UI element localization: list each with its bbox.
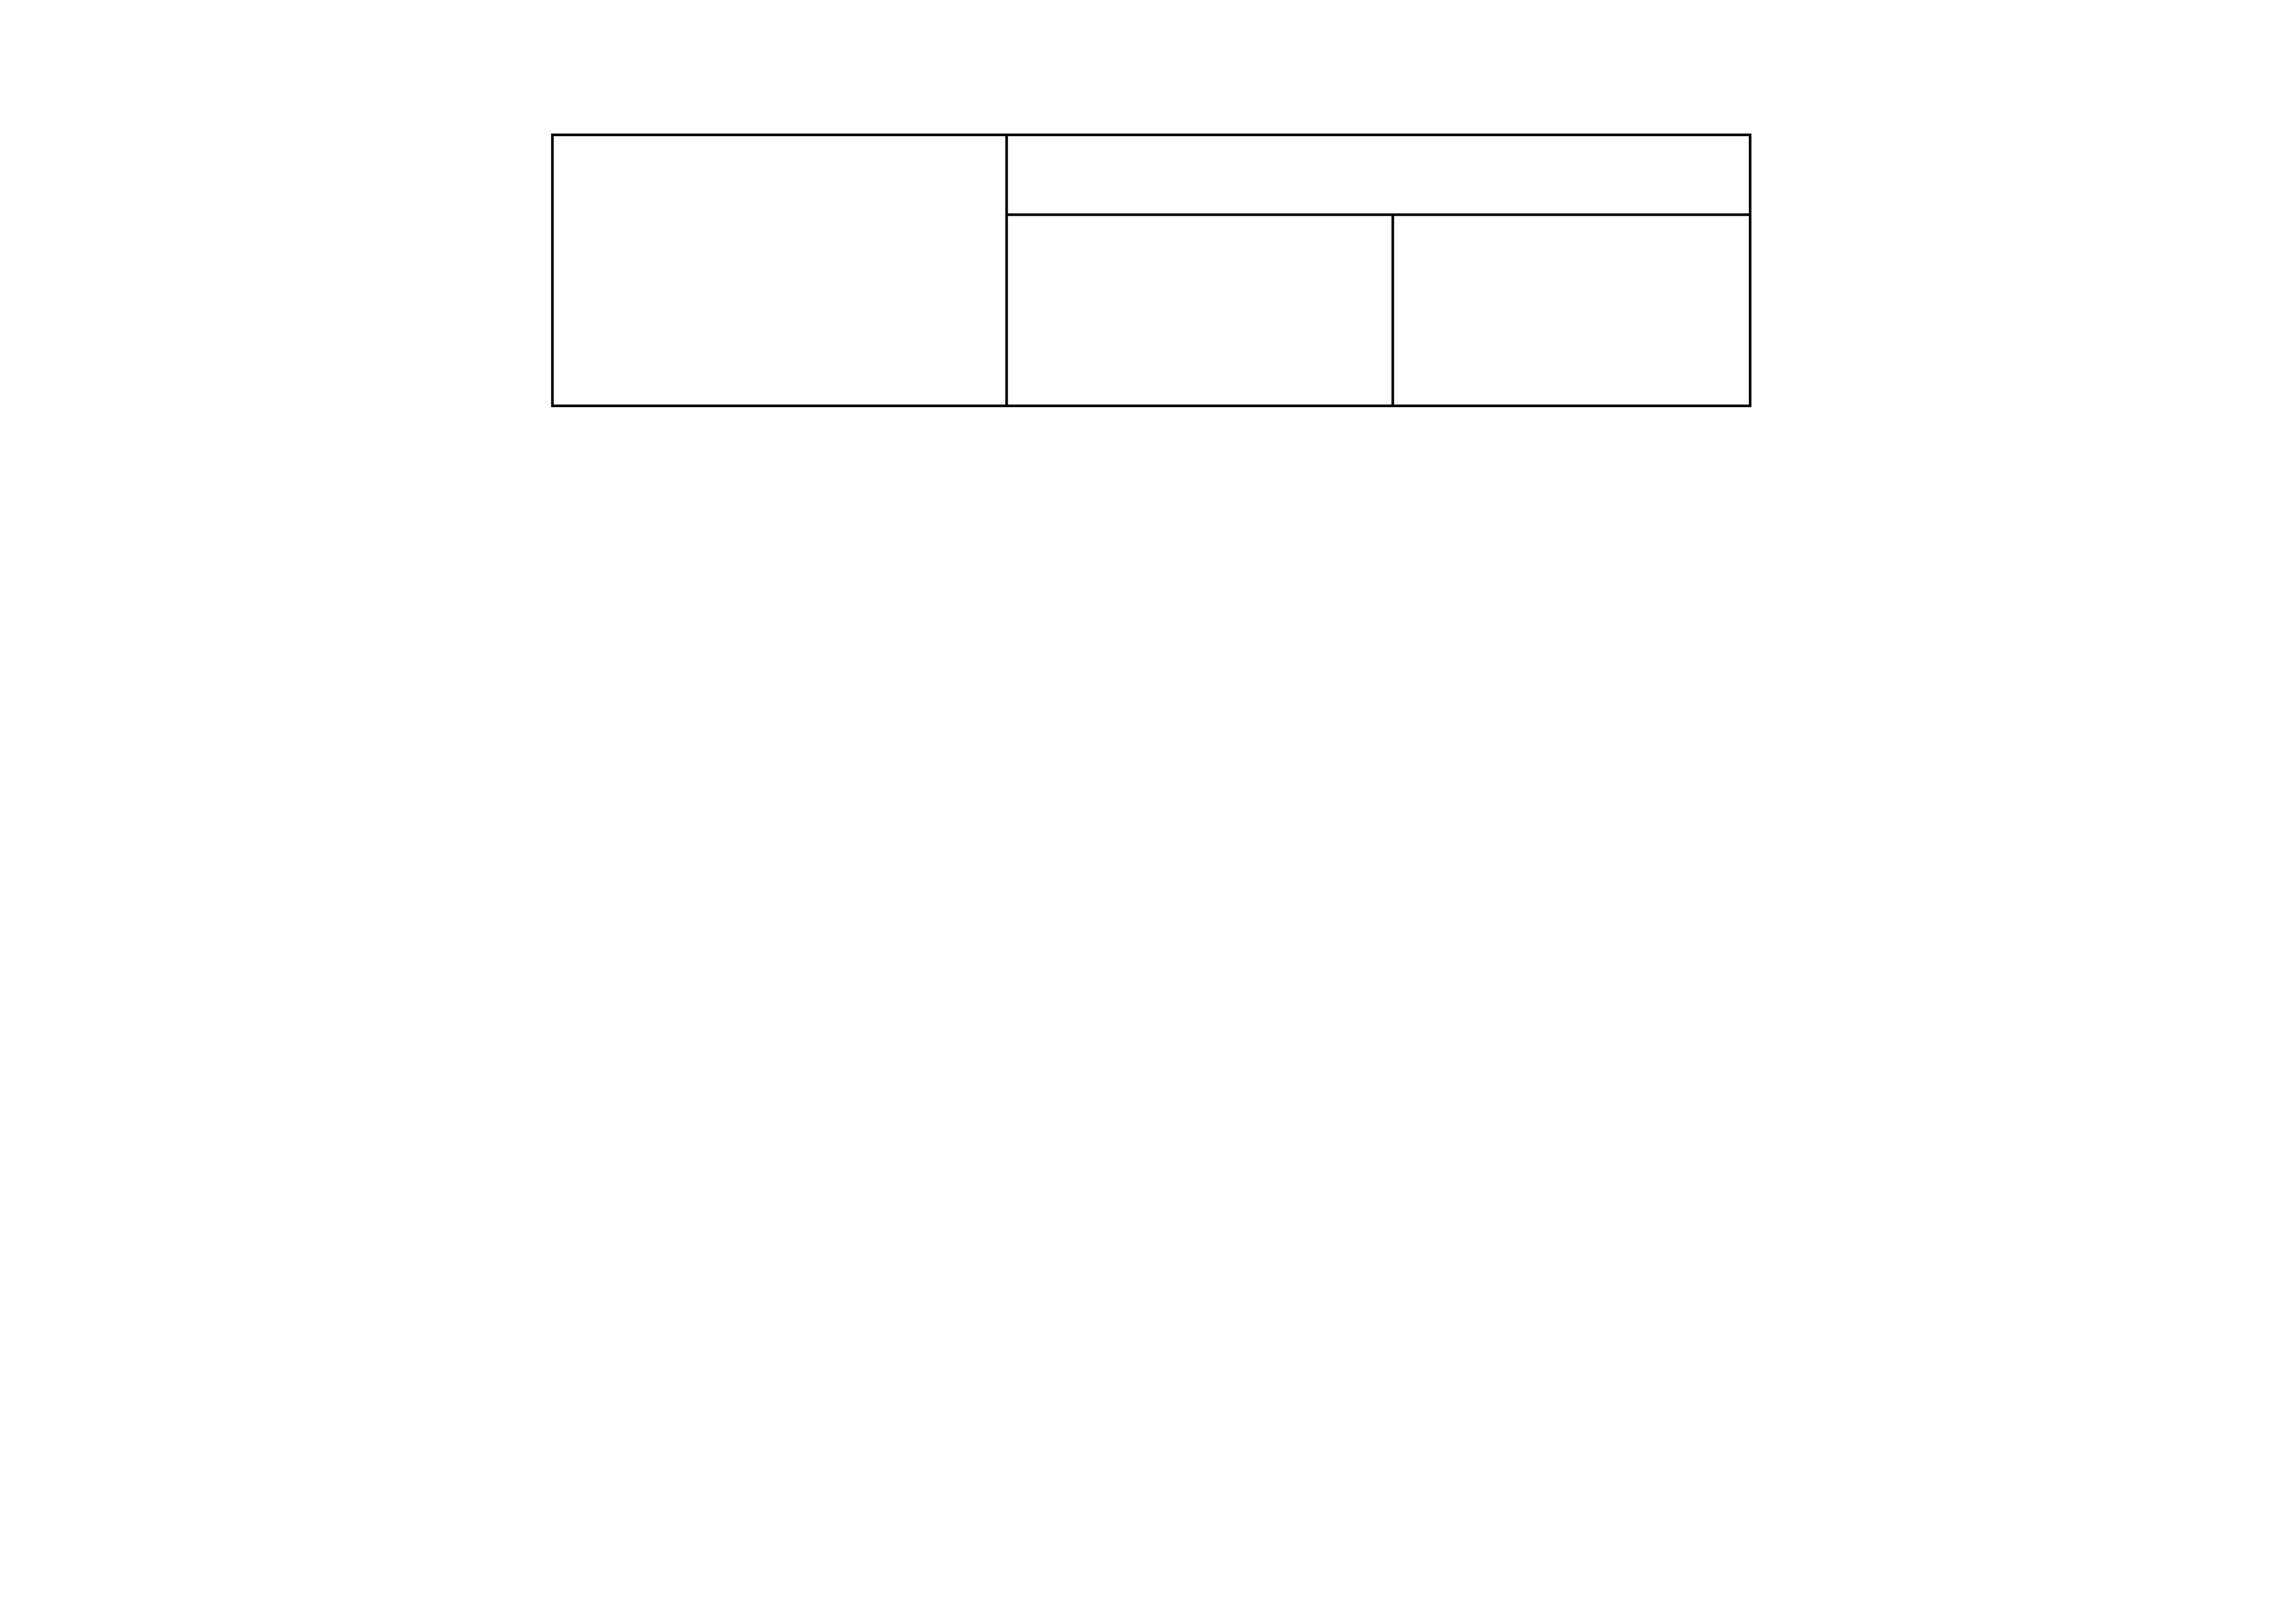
region-header-omsk <box>1393 215 1750 406</box>
indices-title <box>1007 135 1750 215</box>
region-header-altai <box>1007 215 1393 406</box>
table-header <box>552 135 1750 406</box>
index-table <box>551 134 1751 407</box>
object-column-header <box>552 135 1007 406</box>
